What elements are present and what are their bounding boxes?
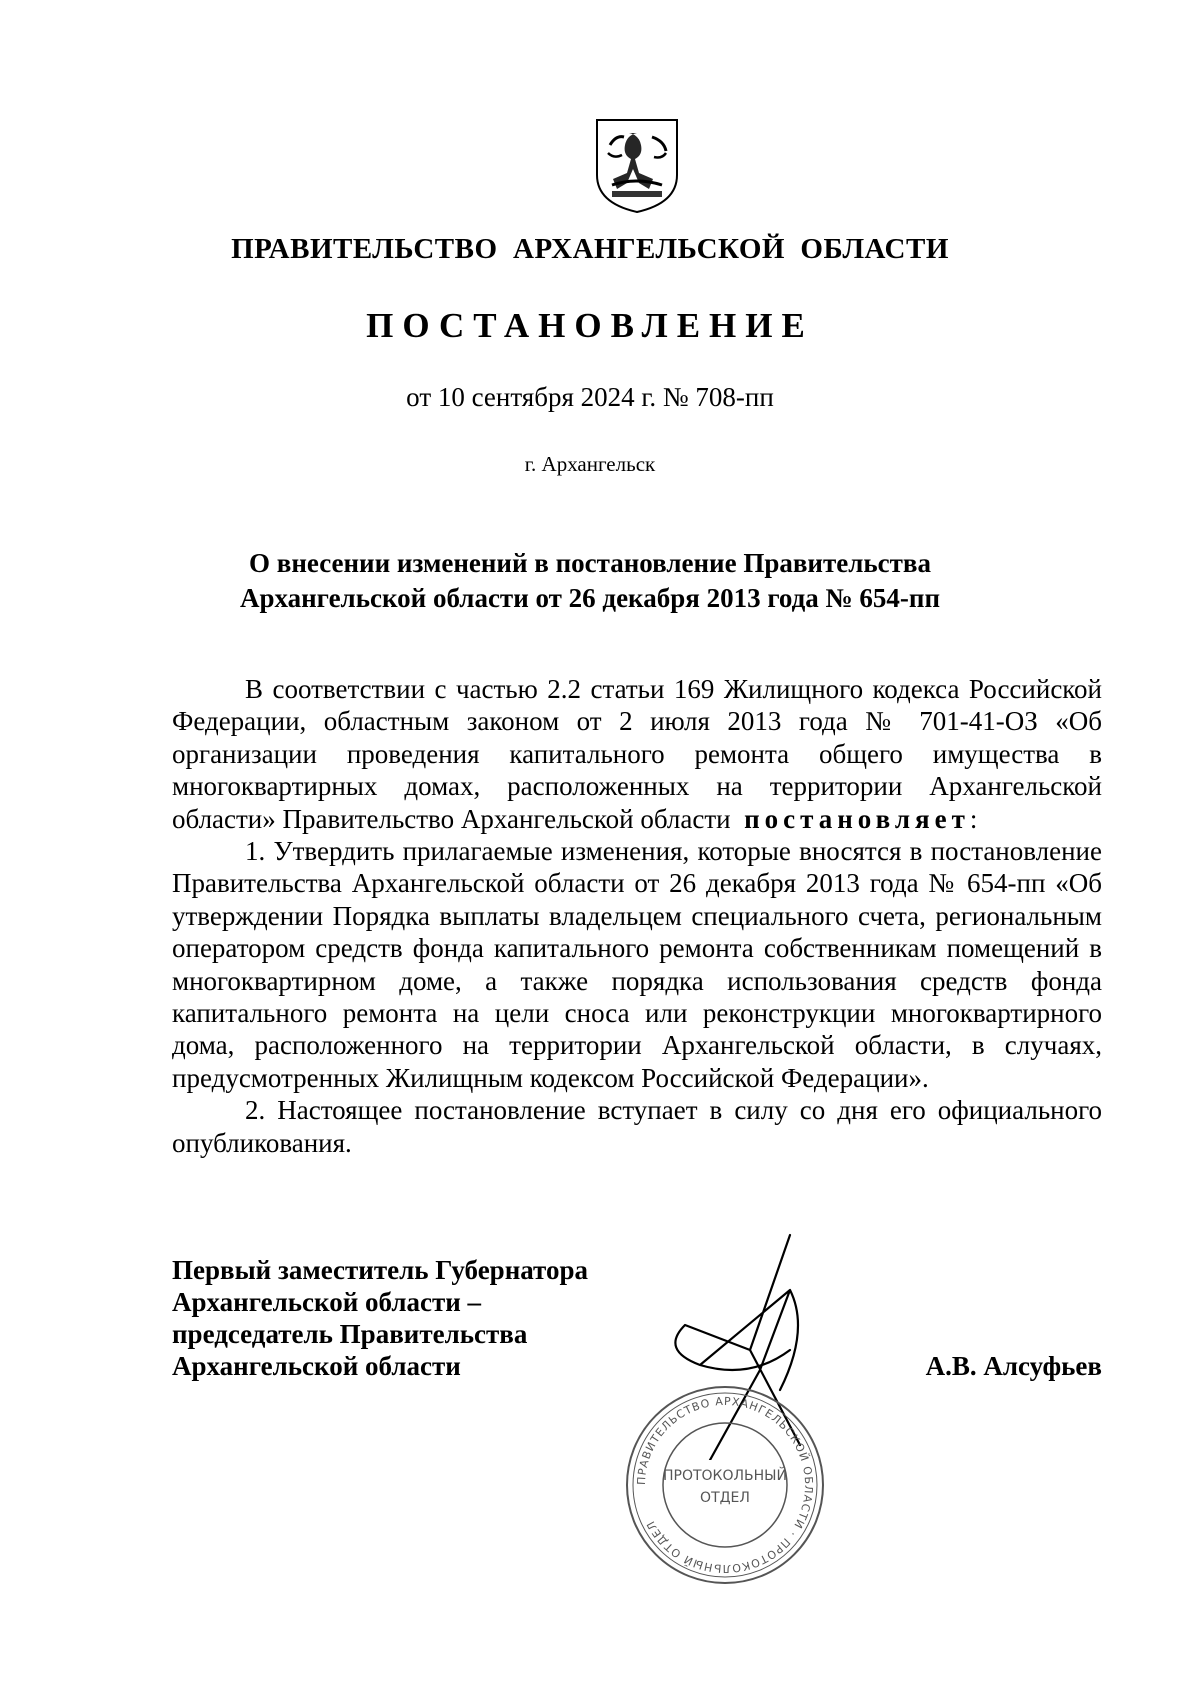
svg-text:ПРАВИТЕЛЬСТВО АРХАНГЕЛЬСКОЙ ОБ — [635, 1395, 815, 1575]
document-subject — [0, 546, 1180, 616]
official-stamp — [620, 1380, 830, 1590]
document-date-number: от 10 сентября 2024 г. № 708-пп — [406, 382, 774, 412]
document-body — [172, 673, 1102, 1159]
document-type: ПОСТАНОВЛЕНИЕ — [366, 306, 814, 345]
stamp-inner-line-2: ОТДЕЛ — [700, 1490, 750, 1506]
signatory-title-line: председатель Правительства — [172, 1319, 528, 1349]
signatory-title-line: Архангельской области — [172, 1351, 461, 1381]
preamble-text: В соответствии с частью 2.2 статьи 169 Жилищного кодекса Российской Федерации, областным законом от 2 июля 2013 года № 701-41-ОЗ «Об организации проведения капитального ремонта общего имущества в многоквартирных домах, расположенных на территории Архангельской области» Правительство Архангельской области — [172, 674, 1102, 834]
signatory-title-line: Первый заместитель Губернатора — [172, 1255, 588, 1285]
decree-colon: : — [969, 803, 978, 834]
stamp-inner-line-1: ПРОТОКОЛЬНЫЙ — [662, 1468, 788, 1484]
subject-line-1: О внесении изменений в постановление Правительства — [249, 548, 931, 578]
decree-word: постановляет — [744, 803, 970, 834]
government-name: ПРАВИТЕЛЬСТВО АРХАНГЕЛЬСКОЙ ОБЛАСТИ — [231, 233, 949, 265]
signatory-name: А.В. Алсуфьев — [925, 1351, 1102, 1381]
subject-line-2: Архангельской области от 26 декабря 2013 года № 654-пп — [239, 583, 941, 613]
signatory-title-line: Архангельской области – — [172, 1287, 482, 1317]
item-1-paragraph: 1. Утвердить прилагаемые изменения, которые вносятся в постановление Правительства Архангельской области от 26 декабря 2013 года № 654-пп «Об утверждении Порядка выплаты владельцем специального счета, региональным оператором средств фонда капитального ремонта собственникам помещений в многоквартирном доме, а также порядка использования средств фонда капитального ремонта на цели сноса или реконструкции многоквартирного дома, расположенного на территории Архангельской области, в случаях, предусмотренных Жилищным кодексом Российской Федерации». — [172, 836, 1102, 1093]
item-2-paragraph: 2. Настоящее постановление вступает в силу со дня его официального опубликования. — [172, 1095, 1102, 1158]
document-city: г. Архангельск — [524, 452, 656, 476]
coat-of-arms-icon — [592, 115, 682, 215]
stamp-outer-text: ПРАВИТЕЛЬСТВО АРХАНГЕЛЬСКОЙ ОБЛАСТИ · ПРОТОКОЛЬНЫЙ ОТДЕЛ — [634, 1394, 816, 1576]
preamble-paragraph — [172, 673, 1102, 835]
